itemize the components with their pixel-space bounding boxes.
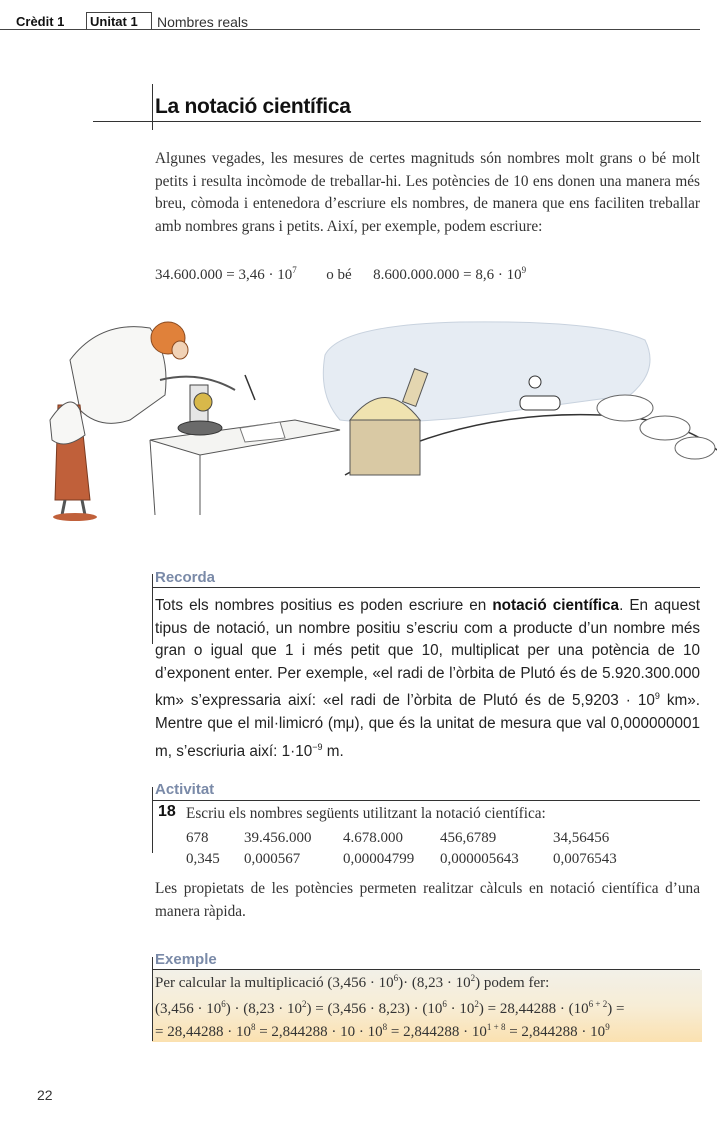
ex-exp: 1 + 8 — [486, 1022, 506, 1032]
recorda-heading: Recorda — [155, 569, 216, 586]
intro-paragraph: Algunes vegades, les mesures de certes magnituds són nombres molt grans o bé molt petits i resulta incòmode de treballar-hi. Les potències de 10 ens donen una manera més breu, còmoda i entenedora d’escriure els nombres, de manera que ens faciliten treballar amb nombres grans i petits. Així, per exemple, podem escriure: — [155, 150, 700, 235]
ex-exp: 6 — [442, 999, 447, 1009]
table-cell: 4.678.000 — [343, 830, 403, 846]
formula-b: 8.600.000.000 = 8,6 · 10 — [373, 267, 522, 283]
ex-exp: 2 — [474, 999, 479, 1009]
formula-b-exponent: 9 — [521, 265, 527, 275]
numbers-table — [186, 830, 663, 872]
table-cell: 0,000567 — [244, 851, 301, 867]
ex-exp: 6 — [393, 973, 399, 983]
unit-label: Unitat 1 — [90, 14, 138, 29]
recorda-exponent-2: −9 — [312, 741, 323, 752]
ex-text: ) · (8,23 · 10 — [225, 1001, 302, 1017]
ex-text: = 2,844288 · 10 — [387, 1024, 487, 1040]
recorda-bar — [152, 574, 153, 644]
table-row — [186, 830, 663, 851]
chapter-title: Nombres reals — [157, 14, 249, 30]
ex-exp: 6 + 2 — [588, 999, 608, 1009]
properties-paragraph: Les propietats de les potències permeten realitzar càlculs en notació científica d’una manera ràpida. — [155, 880, 700, 920]
ex-text: ) = (3,456 · 8,23) · (10 — [306, 1001, 443, 1017]
exemple-line-3 — [155, 1022, 610, 1041]
table-cell: 0,00004799 — [343, 851, 415, 867]
formula-a-exponent: 7 — [292, 265, 297, 275]
recorda-text-2: . En aquest tipus de notació, un nombre positiu s’escriu com a producte d’un nombre més gran o igual que 1 i més petit que 10, multiplicat per una potència de 10 d’exponent enter. Per exemple, «el radi de l’òrbita de Plutó és de 5.920.300.000 km» s’expressaria així: «el radi de l’òrbita de Plutó és de 5,9203 · 10 — [155, 597, 701, 710]
recorda-exponent-1: 9 — [654, 691, 660, 702]
ex-exp: 2 — [470, 973, 476, 983]
table-cell: 34,56456 — [553, 830, 610, 846]
example-formula — [155, 265, 700, 284]
ex-exp: 2 — [301, 999, 307, 1009]
ex-exp: 9 — [605, 1022, 610, 1032]
table-cell: 39.456.000 — [244, 830, 312, 846]
table-cell: 0,0076543 — [553, 851, 617, 867]
table-row — [186, 851, 663, 872]
title-rule — [93, 121, 701, 122]
page-number: 22 — [37, 1087, 53, 1103]
ex-text: = 28,44288 · 10 — [155, 1024, 251, 1040]
exemple-line-1 — [155, 973, 549, 992]
activitat-heading: Activitat — [155, 781, 215, 798]
recorda-text-1: Tots els nombres positius es poden escriure en — [155, 597, 493, 614]
activitat-rule — [152, 800, 700, 801]
scientists-illustration — [40, 300, 717, 540]
ex-text: ) = 28,44288 · (10 — [478, 1001, 589, 1017]
table-cell: 0,000005643 — [440, 851, 519, 867]
activitat-bar — [152, 787, 153, 853]
recorda-keyword: notació científica — [492, 597, 620, 614]
exemple-heading: Exemple — [155, 951, 217, 968]
ex-exp: 8 — [382, 1022, 388, 1032]
ex-text: · 10 — [446, 1001, 475, 1017]
ex-text: ) = — [607, 1001, 625, 1017]
title-bar — [152, 84, 153, 130]
ex-text: = 2,844288 · 10 · 10 — [255, 1024, 383, 1040]
recorda-text-4: m. — [322, 742, 344, 760]
exemple-line-2 — [155, 999, 624, 1018]
table-cell: 0,345 — [186, 851, 220, 867]
microscope-scientist-drawing — [50, 322, 340, 521]
credit-label: Crèdit 1 — [16, 14, 65, 29]
ex-text: )· (8,23 · 10 — [398, 975, 471, 991]
ex-text: ) podem fer: — [475, 975, 550, 991]
ex-text: Per calcular la multiplicació (3,456 · 10 — [155, 975, 394, 991]
recorda-text — [155, 595, 700, 763]
activity-number: 18 — [158, 803, 176, 820]
section-title: La notació científica — [155, 95, 351, 118]
ex-text: (3,456 · 10 — [155, 1001, 222, 1017]
recorda-rule — [152, 587, 700, 588]
formula-a: 34.600.000 = 3,46 · 10 — [155, 267, 293, 283]
ex-exp: 8 — [250, 1022, 256, 1032]
ex-exp: 6 — [221, 999, 226, 1009]
exemple-rule — [152, 969, 700, 970]
exemple-bar — [152, 957, 153, 1041]
table-cell: 456,6789 — [440, 830, 497, 846]
recorda-text-3: km». Mentre que el mil·limicró (mμ), que és la unitat de mesura que val 0,000000001 m, s’escriuria així: 1·10 — [155, 692, 700, 760]
formula-connector: o bé — [326, 267, 352, 283]
table-cell: 678 — [186, 830, 209, 846]
activity-question: Escriu els nombres següents utilitzant la notació científica: — [186, 805, 546, 822]
observatory-drawing — [323, 322, 717, 475]
ex-text: = 2,844288 · 10 — [505, 1024, 606, 1040]
